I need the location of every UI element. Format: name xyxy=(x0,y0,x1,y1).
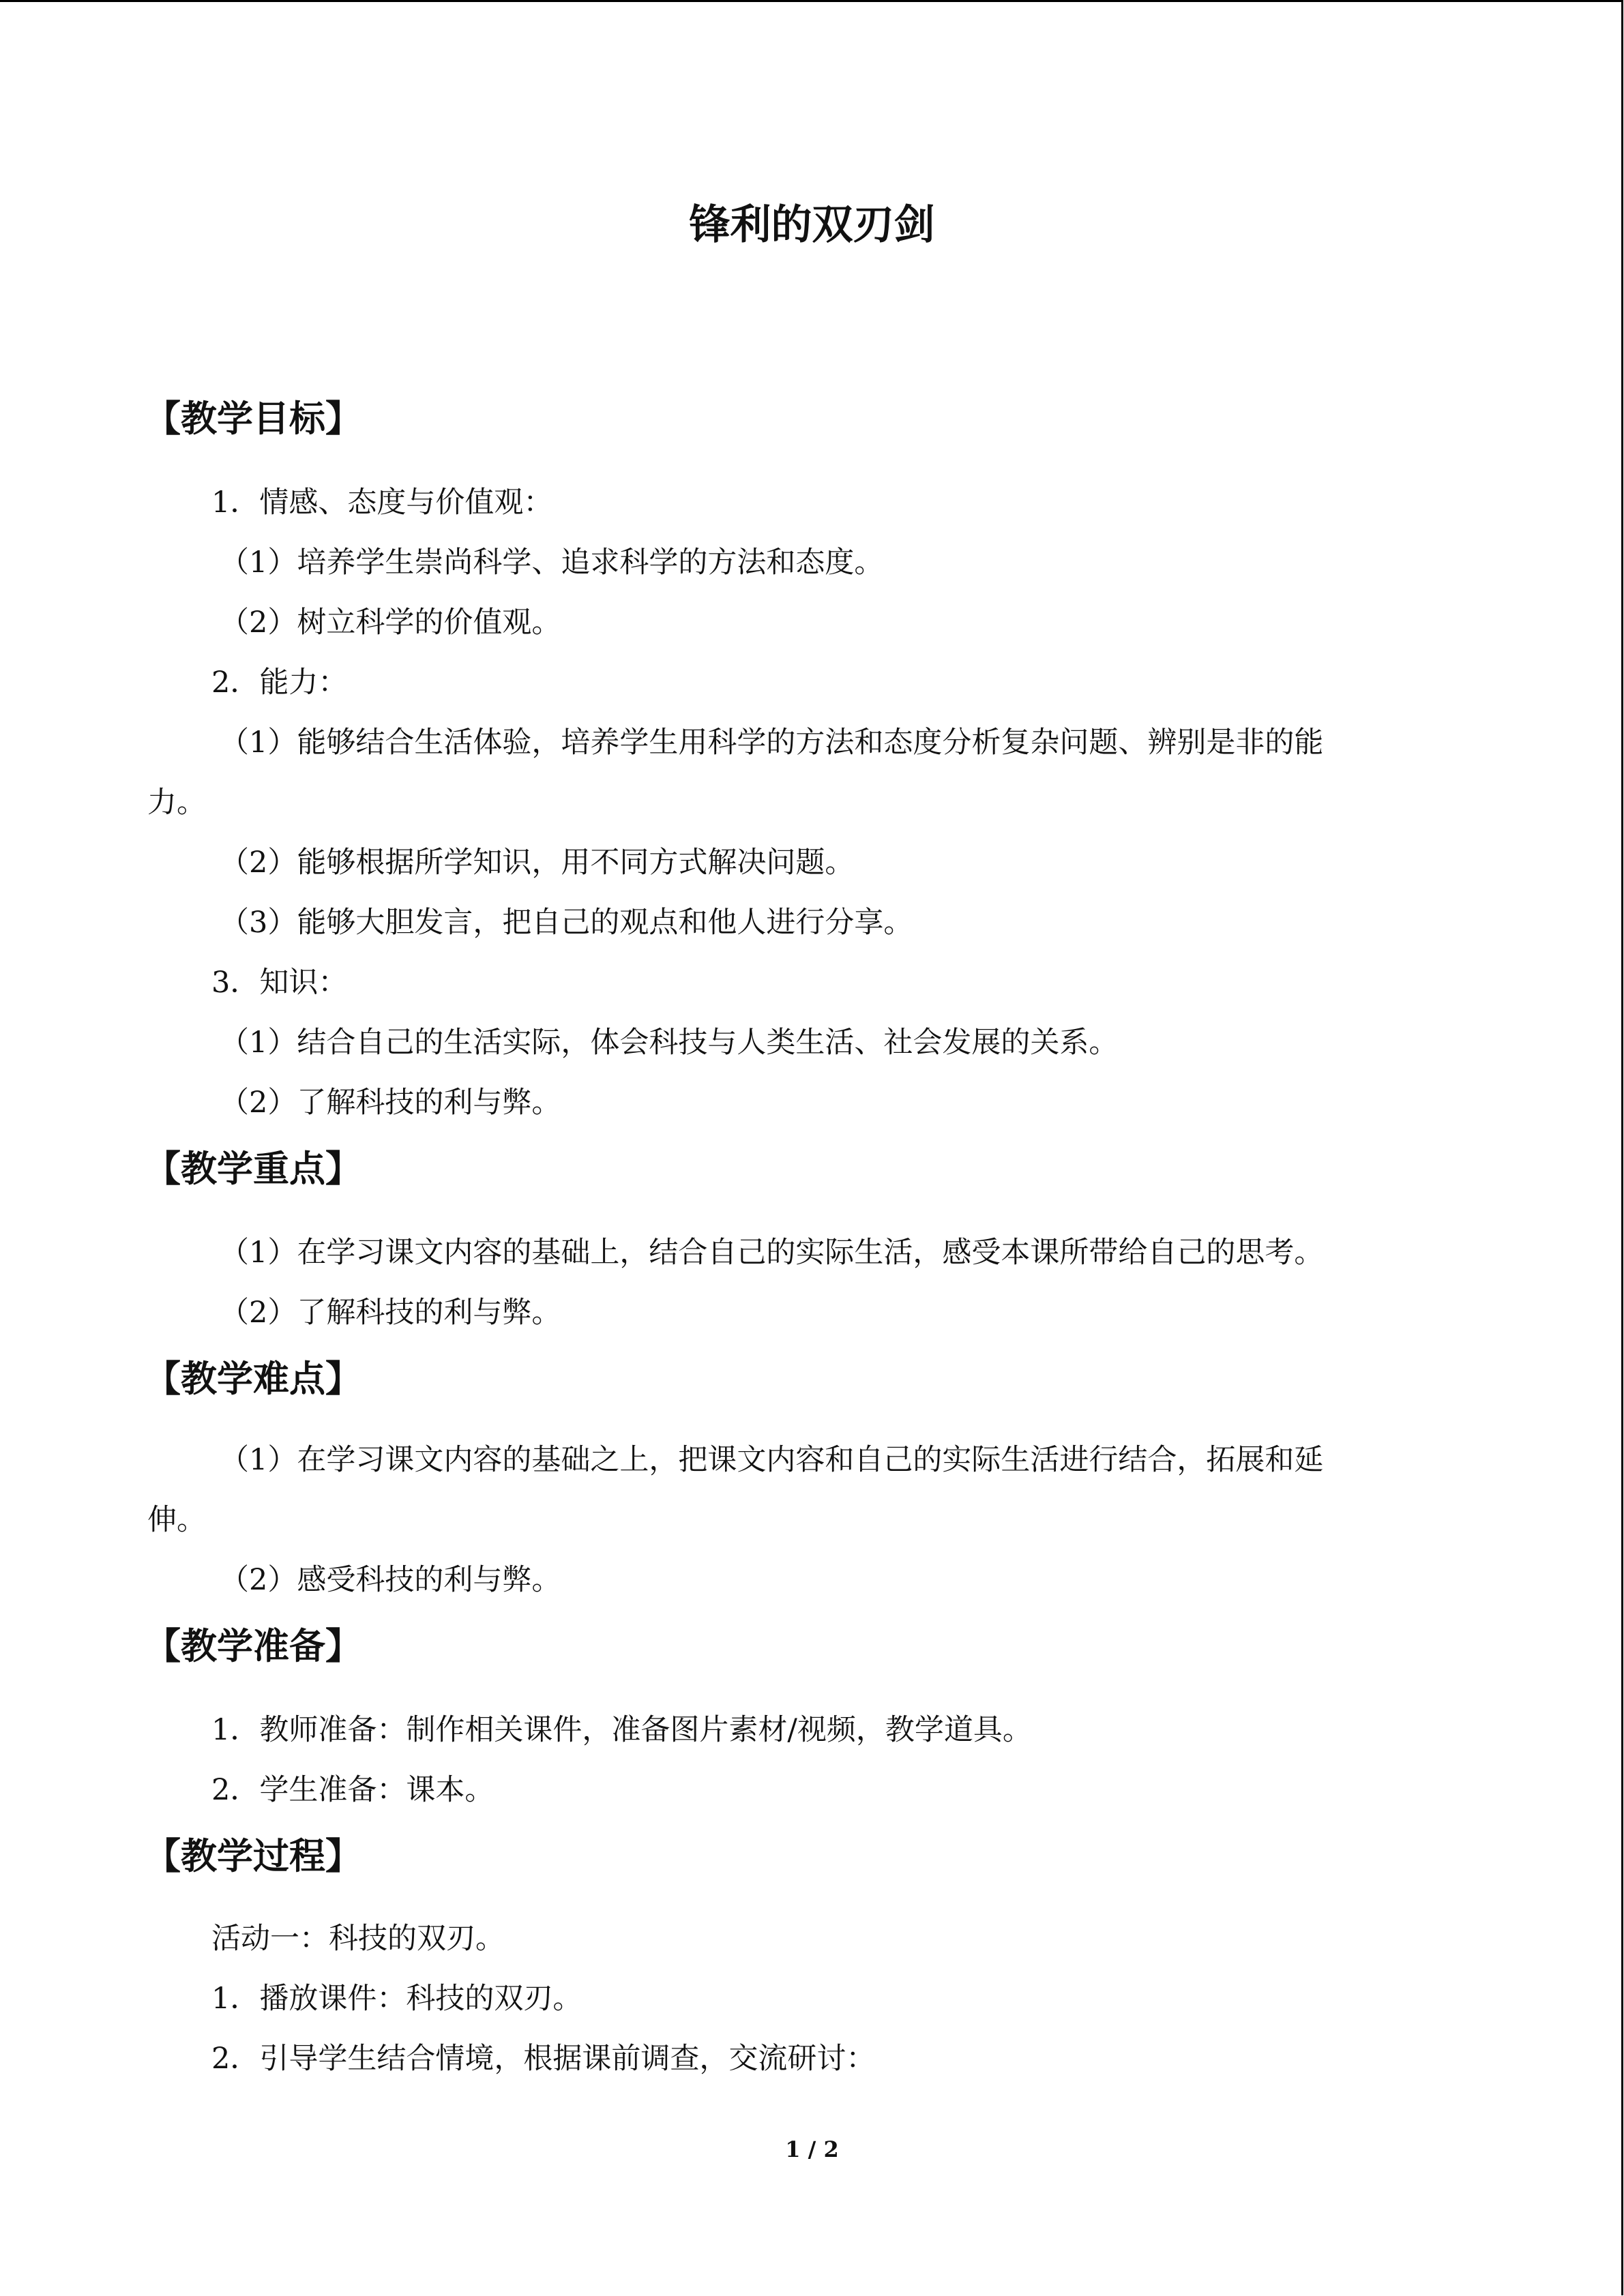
section-heading-key-points: 【教学重点】 xyxy=(145,1148,361,1190)
document-title: 锋利的双刃剑 xyxy=(689,201,935,249)
goals-line: 3．知识： xyxy=(211,966,348,1000)
preparation-line: 1．教师准备：制作相关课件，准备图片素材/视频，教学道具。 xyxy=(211,1713,1032,1747)
goals-line: （1）结合自己的生活实际，体会科技与人类生活、社会发展的关系。 xyxy=(220,1026,1119,1060)
process-line: 活动一：科技的双刃。 xyxy=(211,1922,505,1956)
goals-line: （2）了解科技的利与弊。 xyxy=(220,1086,561,1120)
preparation-line: 2．学生准备：课本。 xyxy=(211,1773,494,1807)
goals-line: （2）能够根据所学知识，用不同方式解决问题。 xyxy=(220,846,855,880)
process-line: 1．播放课件：科技的双刃。 xyxy=(211,1982,582,2016)
difficulties-line: （1）在学习课文内容的基础之上，把课文内容和自己的实际生活进行结合，拓展和延 xyxy=(220,1443,1324,1477)
goals-line: 1．情感、态度与价值观： xyxy=(211,486,553,520)
section-heading-goals: 【教学目标】 xyxy=(145,398,361,440)
goals-line: （2）树立科学的价值观。 xyxy=(220,606,561,640)
goals-line: 2．能力： xyxy=(211,666,348,700)
goals-line: 力。 xyxy=(147,786,206,820)
section-heading-difficulties: 【教学难点】 xyxy=(145,1358,361,1400)
difficulties-line: 伸。 xyxy=(147,1503,206,1537)
key-points-line: （2）了解科技的利与弊。 xyxy=(220,1296,561,1330)
process-line: 2．引导学生结合情境，根据课前调查，交流研讨： xyxy=(211,2042,876,2076)
section-heading-preparation: 【教学准备】 xyxy=(145,1626,361,1667)
goals-line: （1）培养学生崇尚科学、追求科学的方法和态度。 xyxy=(220,546,884,580)
key-points-line: （1）在学习课文内容的基础上，结合自己的实际生活，感受本课所带给自己的思考。 xyxy=(220,1236,1324,1270)
goals-line: （1）能够结合生活体验，培养学生用科学的方法和态度分析复杂问题、辨别是非的能 xyxy=(220,726,1324,760)
goals-line: （3）能够大胆发言，把自己的观点和他人进行分享。 xyxy=(220,906,913,940)
difficulties-line: （2）感受科技的利与弊。 xyxy=(220,1563,561,1597)
section-heading-process: 【教学过程】 xyxy=(145,1836,361,1877)
page-number: 1 / 2 xyxy=(785,2136,839,2162)
